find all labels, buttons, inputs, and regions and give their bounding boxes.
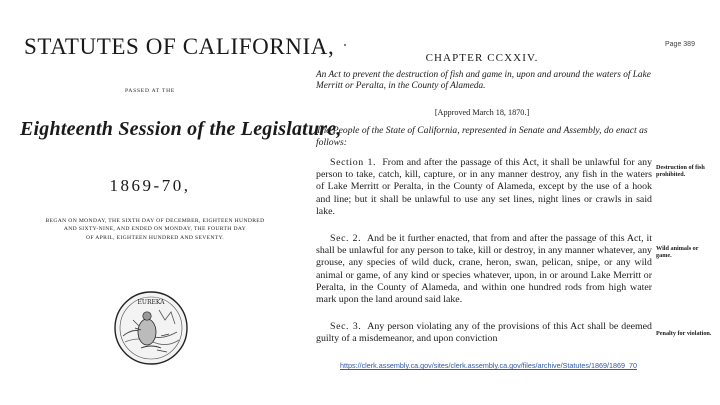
session-dates-line: BEGAN ON MONDAY, THE SIXTH DAY OF DECEMBER, EIGHTEEN HUNDRED bbox=[45, 218, 265, 224]
session-years: 1869-70, bbox=[109, 176, 191, 195]
section-text: From and after the passage of this Act, it shall be unlawful for any person to take, catch, kill, capture, or in any manner destroy, any fish in the waters of Lake Merritt or Peralta, in the County of Alameda, except by the use of a hook and line; but it shall be unlawful to use any set lines, night lines or crawls in said lake. bbox=[316, 157, 653, 217]
margin-note: Penalty for violation. bbox=[656, 330, 712, 337]
section-1 bbox=[316, 157, 652, 218]
source-link[interactable]: https://clerk.assembly.ca.gov/sites/clerk.assembly.ca.gov/files/archive/Statutes/1869/1869_70 bbox=[340, 361, 637, 370]
page-number: Page 389 bbox=[665, 41, 695, 48]
page-marker-dot bbox=[344, 44, 346, 46]
state-seal-image bbox=[113, 290, 189, 366]
enacting-clause: The People of the State of California, represented in Senate and Assembly, do enact as follows: bbox=[316, 125, 648, 148]
chapter-heading: CHAPTER CCXXIV. bbox=[425, 52, 539, 64]
margin-note: Destruction of fish prohibited. bbox=[656, 164, 705, 178]
session-dates-line: AND SIXTY-NINE, AND ENDED ON MONDAY, THE FOURTH DAY bbox=[63, 226, 247, 233]
passed-at-label: PASSED AT THE bbox=[124, 88, 176, 94]
statutes-title: STATUTES OF CALIFORNIA, bbox=[24, 34, 335, 59]
seal-motto: EUREKA bbox=[137, 299, 165, 306]
section-label: Section 1. bbox=[330, 157, 377, 168]
chapter-page bbox=[312, 52, 712, 352]
section-text: Any person violating any of the provisions of this Act shall be deemed guilty of a misdemeanor, and upon conviction bbox=[316, 321, 652, 345]
session-dates-line: OF APRIL, EIGHTEEN HUNDRED AND SEVENTY. bbox=[85, 234, 224, 241]
margin-note: Wild animals or game. bbox=[656, 245, 699, 259]
statutes-title-page bbox=[0, 0, 342, 405]
act-title: An Act to prevent the destruction of fish and game in, upon and around the waters of Lake Merritt or Peralta, in the County of Alameda. bbox=[316, 70, 651, 91]
section-label: Sec. 3. bbox=[330, 321, 362, 332]
session-dates bbox=[28, 217, 282, 242]
section-label: Sec. 2. bbox=[330, 233, 362, 244]
approval-date: [Approved March 18, 1870.] bbox=[434, 108, 530, 117]
session-heading: Eighteenth Session of the Legislature, bbox=[20, 118, 342, 140]
section-2 bbox=[316, 233, 652, 306]
section-text: And be it further enacted, that from and after the passage of this Act, it shall be unlawful for any person to take, kill or destroy, in any manner whatever, any grouse, any species of wild duck, crane, heron, swan, pelican, snipe, or any wild animal or game, of any kind or species whatever, upon, in or around Lake Merritt or Peralta, in the County of Alameda, and within one hundred rods from high water mark upon the land around said lake. bbox=[316, 233, 653, 306]
section-3 bbox=[316, 321, 652, 345]
